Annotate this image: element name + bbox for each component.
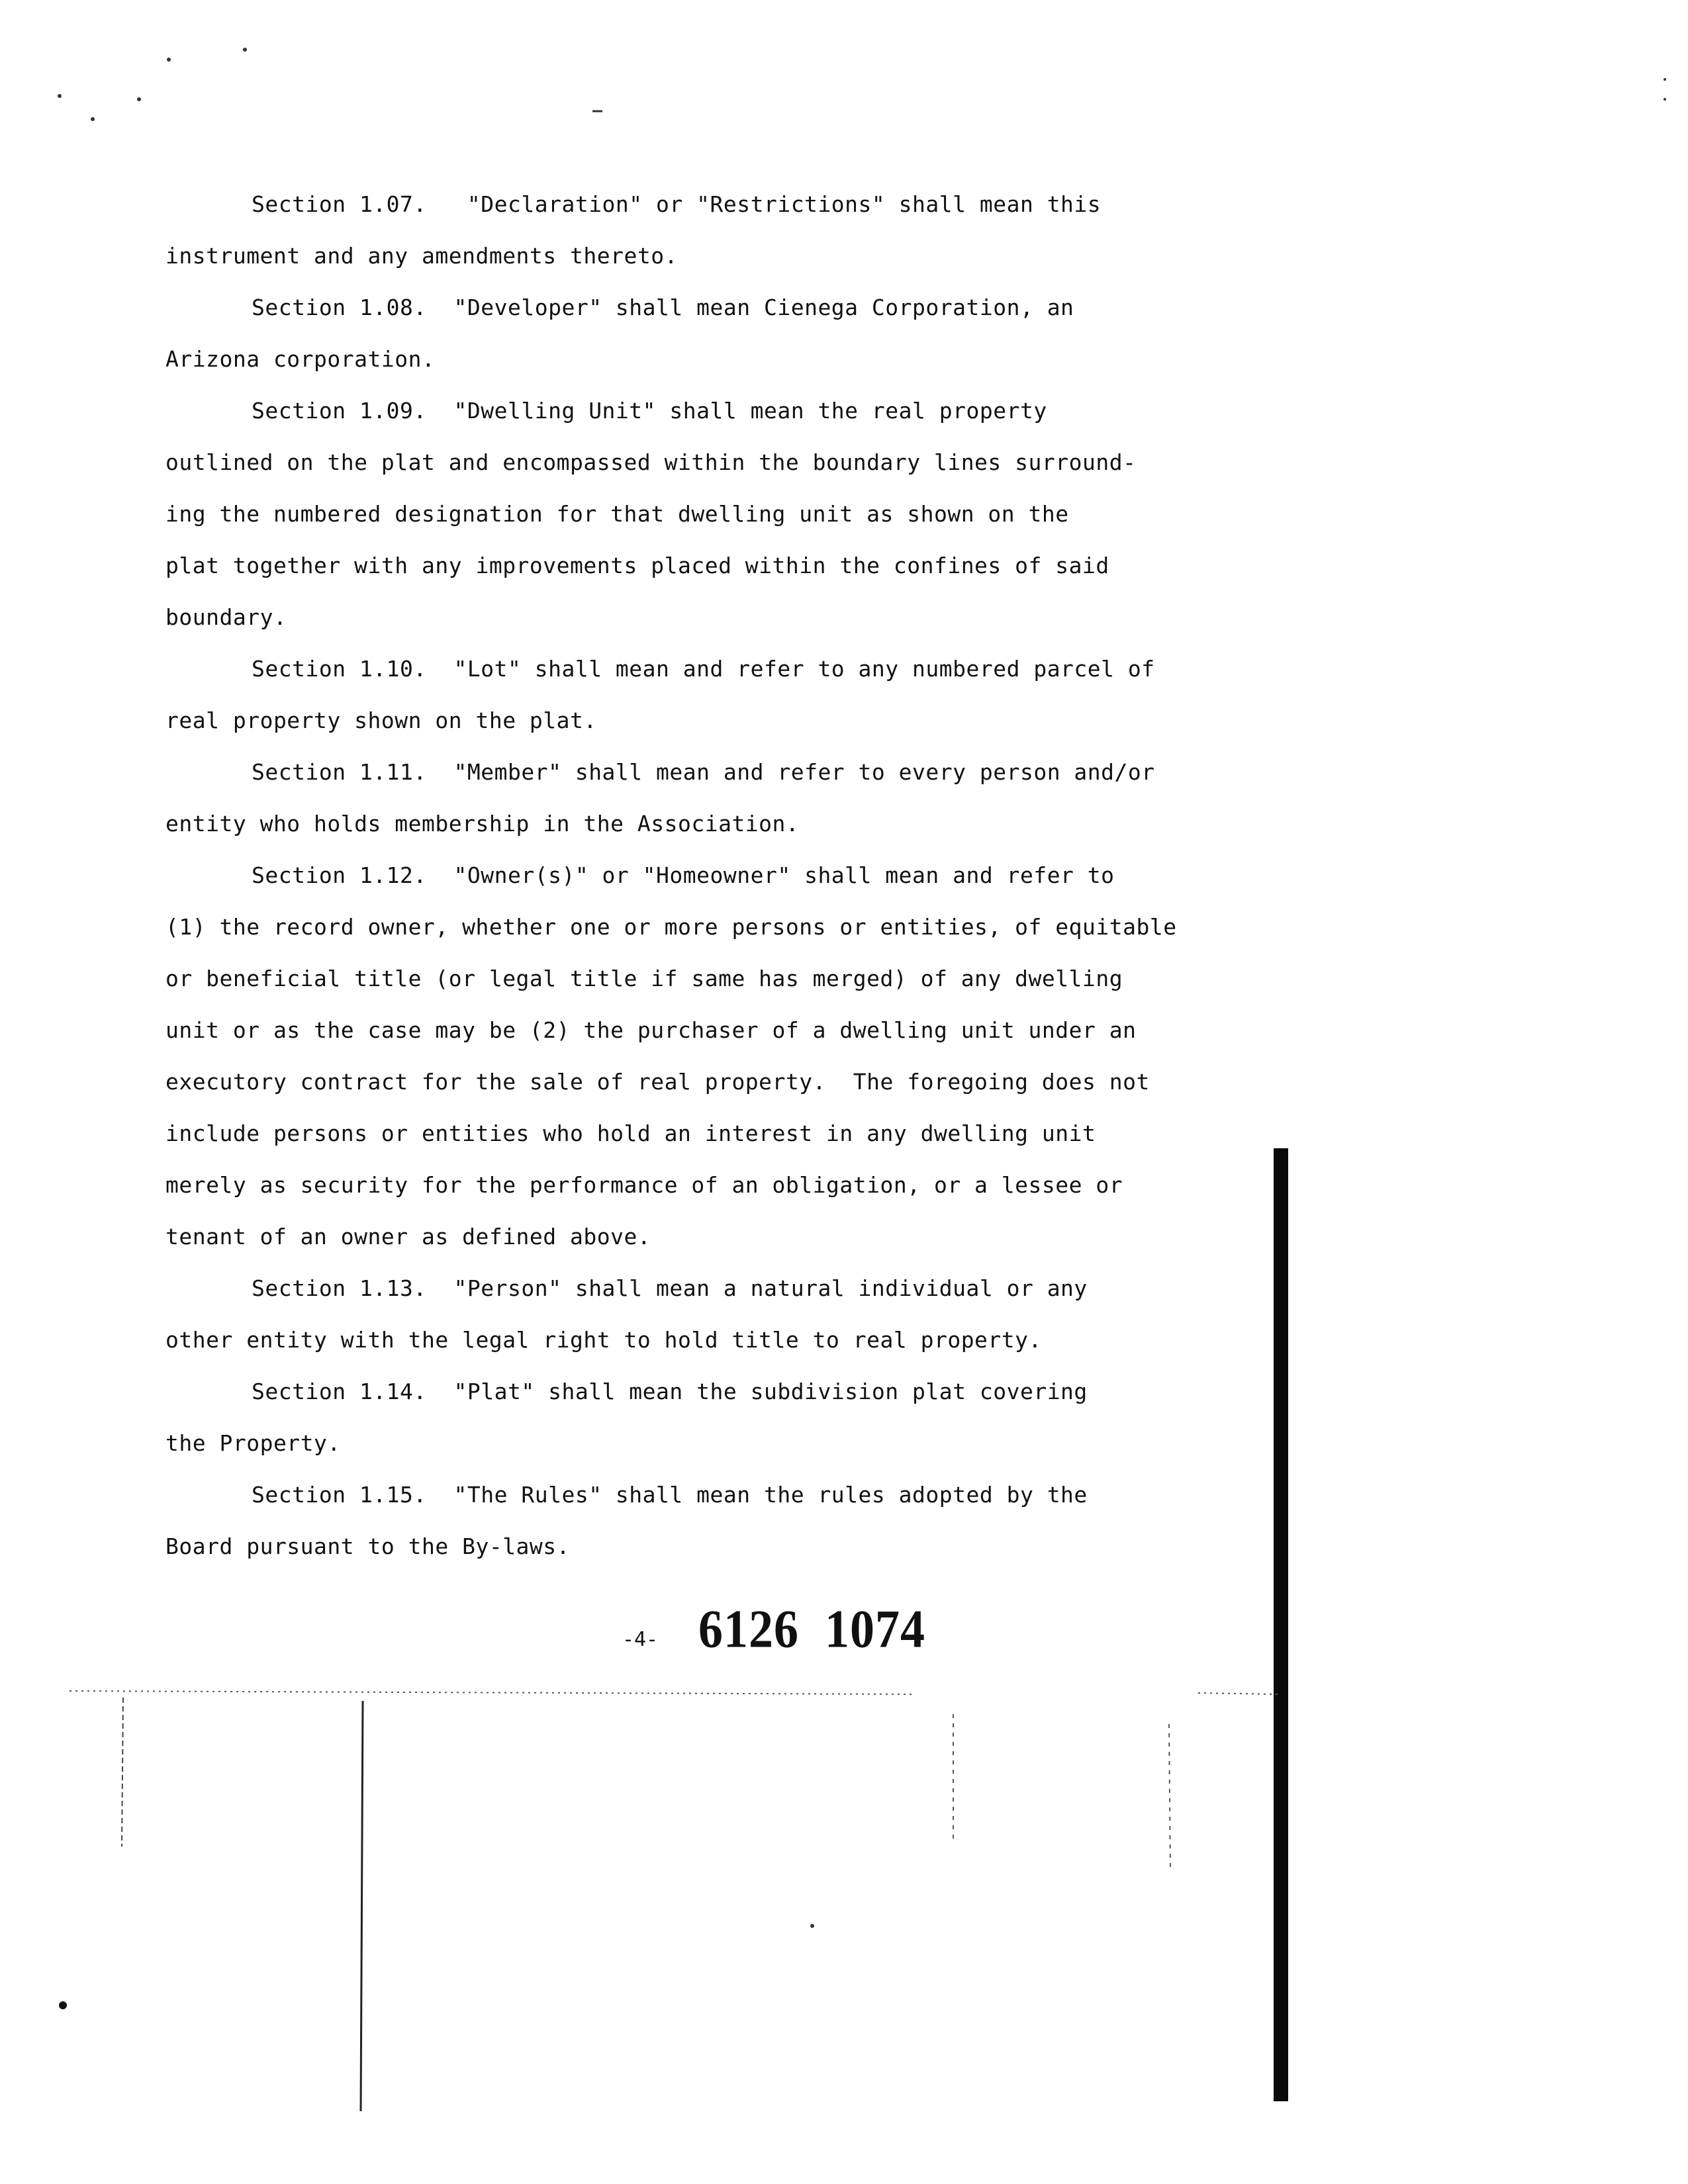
scan-speck [137, 97, 141, 101]
text-line: the Property. [165, 1430, 341, 1456]
text-line: Section 1.11. "Member" shall mean and refer to every person and/or [252, 759, 1155, 785]
scan-speck [1664, 78, 1666, 81]
scan-speck [59, 2001, 67, 2009]
text-line: Section 1.10. "Lot" shall mean and refer to any numbered parcel of [252, 656, 1155, 682]
text-line: plat together with any improvements placed within the confines of said [165, 553, 1109, 578]
scan-speck [91, 117, 95, 121]
text-line: Section 1.09. "Dwelling Unit" shall mean the real property [252, 398, 1047, 424]
scan-speck [167, 58, 171, 62]
text-line: ing the numbered designation for that dwelling unit as shown on the [165, 501, 1069, 527]
document-body [165, 192, 1198, 1586]
text-line: tenant of an owner as defined above. [165, 1224, 651, 1250]
text-line: Section 1.15. "The Rules" shall mean the rules adopted by the [252, 1482, 1088, 1508]
text-line: Section 1.12. "Owner(s)" or "Homeowner" shall mean and refer to [252, 862, 1115, 888]
text-line: Section 1.07. "Declaration" or "Restrictions" shall mean this [252, 191, 1102, 217]
text-line: instrument and any amendments thereto. [165, 243, 678, 269]
text-line: unit or as the case may be (2) the purchaser of a dwelling unit under an [165, 1017, 1137, 1043]
text-line: Section 1.14. "Plat" shall mean the subdivision plat covering [252, 1379, 1088, 1404]
scan-edge-bar [1274, 1148, 1288, 2101]
text-line: or beneficial title (or legal title if same has merged) of any dwelling [165, 966, 1123, 991]
scan-speck [810, 1924, 814, 1928]
scan-dotted-line [70, 1691, 914, 1694]
text-line: Section 1.13. "Person" shall mean a natural individual or any [252, 1275, 1088, 1301]
scan-dotted-line [1198, 1693, 1278, 1694]
text-line: merely as security for the performance of an obligation, or a lessee or [165, 1172, 1123, 1198]
text-line: include persons or entities who hold an interest in any dwelling unit [165, 1120, 1096, 1146]
text-line: real property shown on the plat. [165, 707, 597, 733]
text-line: Section 1.08. "Developer" shall mean Cienega Corporation, an [252, 295, 1074, 320]
scan-speck [1664, 98, 1666, 101]
page-footer [622, 1599, 1019, 1661]
text-line: entity who holds membership in the Association. [165, 811, 800, 837]
scan-vertical-rule [361, 1701, 363, 2111]
text-line: Board pursuant to the By-laws. [165, 1533, 571, 1559]
text-line: (1) the record owner, whether one or more persons or entities, of equitable [165, 914, 1177, 940]
text-line: outlined on the plat and encompassed within the boundary lines surround- [165, 449, 1137, 475]
text-line: executory contract for the sale of real property. The foregoing does not [165, 1069, 1150, 1095]
recording-stamp: 6126 1074 [698, 1599, 925, 1660]
scan-speck [58, 94, 62, 98]
scan-vertical-rule [1169, 1724, 1170, 1870]
scan-vertical-rule [122, 1698, 123, 1846]
text-line: boundary. [165, 604, 287, 630]
text-line: other entity with the legal right to hold title to real property. [165, 1327, 1042, 1353]
text-line: Arizona corporation. [165, 346, 436, 372]
scan-speck [243, 48, 247, 52]
page-number: -4- [622, 1628, 659, 1651]
